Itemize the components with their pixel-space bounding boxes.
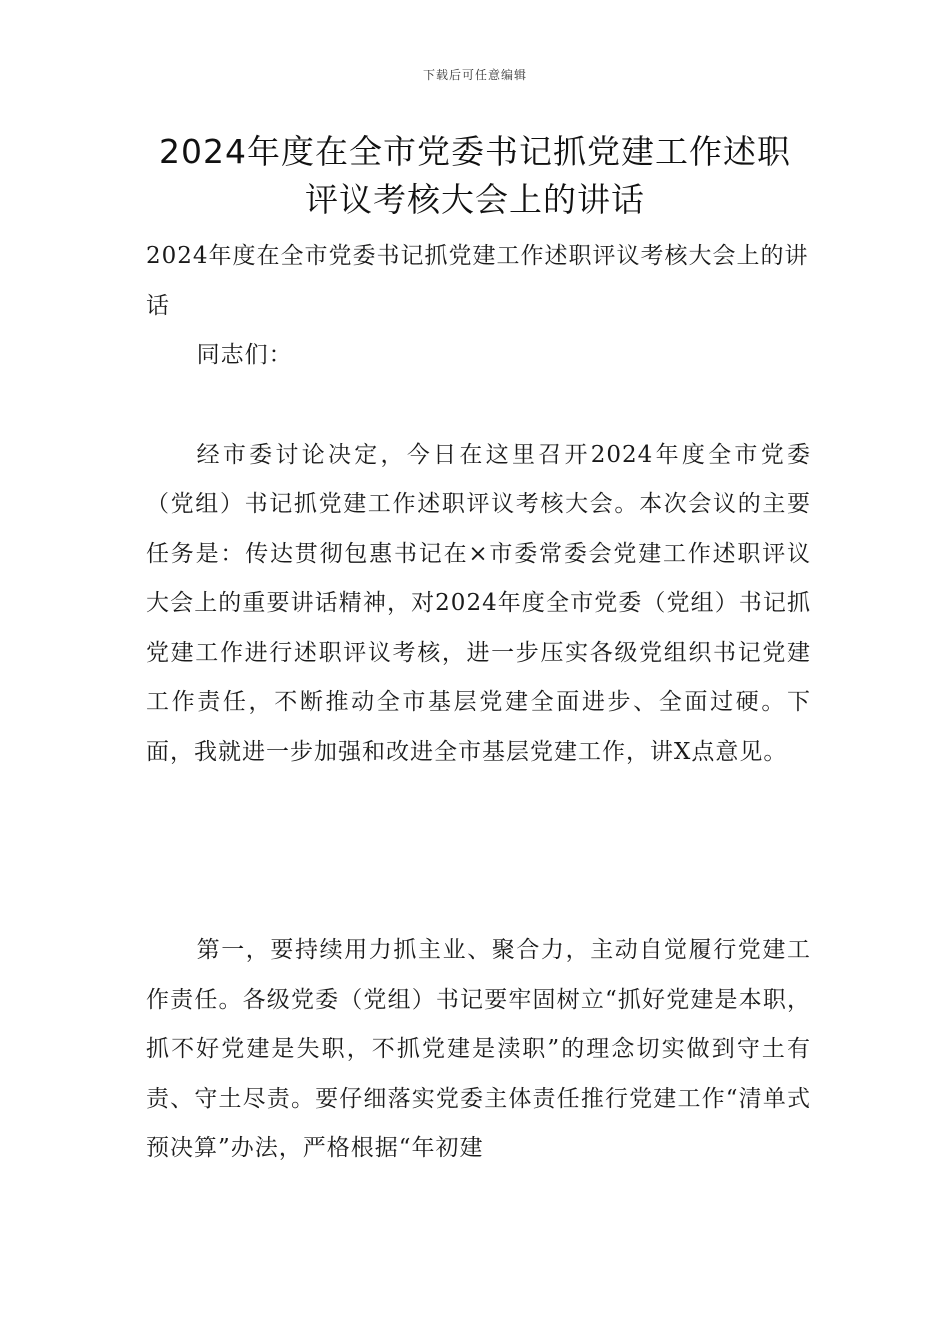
paragraph-spacer <box>146 381 811 431</box>
header-note: 下载后可任意编辑 <box>422 68 527 82</box>
paragraph-first-point: 第一，要持续用力抓主业、聚合力，主动自觉履行党建工作责任。各级党委（党组）书记要牢固树立“抓好党建是本职，抓不好党建是失职，不抓党建是渎职”的理念切实做到守土有责、守土尽责。要仔细落实党委主体责任推行党建工作“清单式预决算”办法，严格根据“年初建 <box>146 937 811 1161</box>
title-line-2: 评议考核大会上的讲话 <box>305 180 645 219</box>
document-title <box>140 128 810 224</box>
salutation: 同志们： <box>196 342 293 368</box>
document-body <box>146 232 811 1174</box>
paragraph-intro: 经市委讨论决定，今日在这里召开2024年度全市党委（党组）书记抓党建工作述职评议考核大会。本次会议的主要任务是：传达贯彻包惠书记在×市委常委会党建工作述职评议大会上的重要讲话精神，对2024年度全市党委（党组）书记抓党建工作进行述职评议考核，进一步压实各级党组织书记党建工作责任，不断推动全市基层党建全面进步、全面过硬。下面，我就进一步加强和改进全市基层党建工作，讲X点意见。 <box>146 441 811 765</box>
paragraph-spacer <box>146 777 811 926</box>
title-line-1: 2024年度在全市党委书记抓党建工作述职 <box>159 132 791 171</box>
subtitle: 2024年度在全市党委书记抓党建工作述职评议考核大会上的讲话 <box>146 243 809 319</box>
